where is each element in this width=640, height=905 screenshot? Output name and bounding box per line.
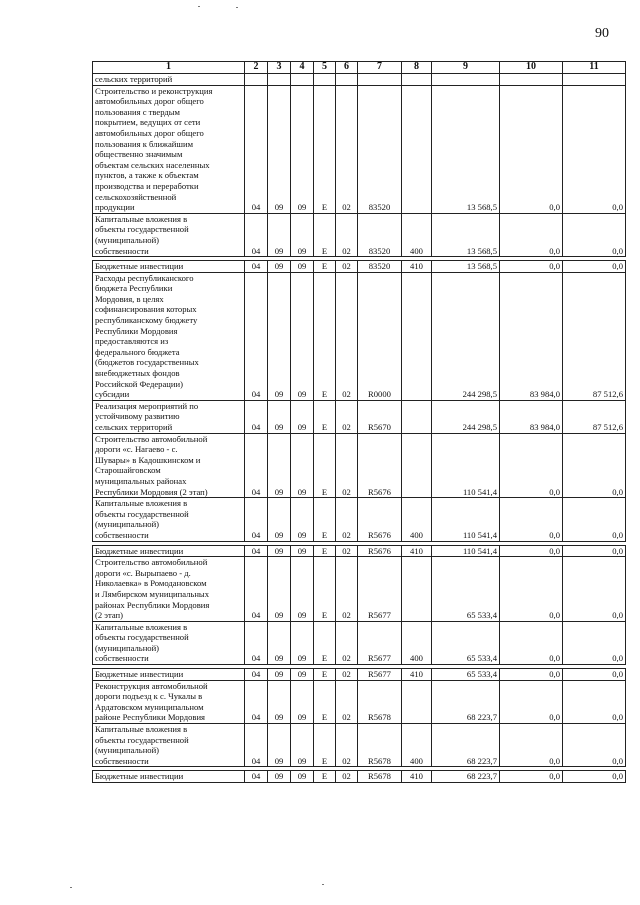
cell-col-7: 83520 <box>358 261 402 273</box>
cell-col-5: Е <box>314 272 336 400</box>
cell-col-3: 09 <box>268 433 291 498</box>
cell-col-6: 02 <box>336 498 358 541</box>
cell-col-5: Е <box>314 261 336 273</box>
cell-col-4: 09 <box>291 433 314 498</box>
cell-col-8 <box>402 74 432 86</box>
cell-col-3: 09 <box>268 498 291 541</box>
scan-speck <box>236 7 238 8</box>
cell-col-11: 0,0 <box>563 557 626 622</box>
row-name-cell: Бюджетные инвестиции <box>93 545 245 557</box>
table-row <box>93 400 626 433</box>
cell-col-5: Е <box>314 213 336 256</box>
cell-col-7 <box>358 74 402 86</box>
cell-col-4: 09 <box>291 724 314 767</box>
row-name-cell: Капитальные вложения в объекты государственной (муниципальной) собственности <box>93 724 245 767</box>
table-row <box>93 724 626 767</box>
cell-col-9: 13 568,5 <box>432 213 500 256</box>
cell-col-4 <box>291 74 314 86</box>
cell-col-4: 09 <box>291 680 314 723</box>
cell-col-5: Е <box>314 400 336 433</box>
table-row <box>93 621 626 664</box>
cell-col-9: 244 298,5 <box>432 400 500 433</box>
cell-col-5: Е <box>314 433 336 498</box>
cell-col-11: 0,0 <box>563 213 626 256</box>
cell-col-11: 0,0 <box>563 545 626 557</box>
row-name-cell: Капитальные вложения в объекты государственной (муниципальной) собственности <box>93 213 245 256</box>
cell-col-3: 09 <box>268 669 291 681</box>
cell-col-8: 400 <box>402 498 432 541</box>
cell-col-7: R5676 <box>358 498 402 541</box>
cell-col-7: R5678 <box>358 680 402 723</box>
cell-col-2 <box>245 74 268 86</box>
cell-col-8: 410 <box>402 545 432 557</box>
cell-col-11: 0,0 <box>563 724 626 767</box>
cell-col-10: 83 984,0 <box>500 272 563 400</box>
table-body <box>93 74 626 783</box>
row-name-cell: Бюджетные инвестиции <box>93 771 245 783</box>
cell-col-8: 410 <box>402 771 432 783</box>
column-header: 4 <box>291 62 314 74</box>
cell-col-8 <box>402 400 432 433</box>
column-header: 7 <box>358 62 402 74</box>
page-number: 90 <box>595 26 609 41</box>
cell-col-11: 0,0 <box>563 498 626 541</box>
cell-col-3 <box>268 74 291 86</box>
cell-col-6: 02 <box>336 724 358 767</box>
row-name-cell: Реализация мероприятий по устойчивому развитию сельских территорий <box>93 400 245 433</box>
cell-col-3: 09 <box>268 261 291 273</box>
column-header: 9 <box>432 62 500 74</box>
row-name-cell: Реконструкция автомобильной дороги подъезд к с. Чукалы в Ардатовском муниципальном районе Республики Мордовия <box>93 680 245 723</box>
cell-col-10: 0,0 <box>500 680 563 723</box>
cell-col-2: 04 <box>245 433 268 498</box>
cell-col-8 <box>402 85 432 213</box>
table-row <box>93 498 626 541</box>
table-row <box>93 272 626 400</box>
scan-speck <box>70 887 72 888</box>
cell-col-2: 04 <box>245 669 268 681</box>
table-row <box>93 557 626 622</box>
cell-col-5 <box>314 74 336 86</box>
row-name-cell: Строительство автомобильной дороги «с. Нагаево - с. Шувары» в Кадошкинском и Старошайговском муниципальных районах Республики Мордовия (2 этап) <box>93 433 245 498</box>
cell-col-9: 68 223,7 <box>432 724 500 767</box>
cell-col-9: 65 533,4 <box>432 557 500 622</box>
cell-col-9: 110 541,4 <box>432 545 500 557</box>
cell-col-7: R5678 <box>358 724 402 767</box>
cell-col-5: Е <box>314 557 336 622</box>
cell-col-7: R5676 <box>358 545 402 557</box>
column-header: 11 <box>563 62 626 74</box>
cell-col-8: 400 <box>402 724 432 767</box>
cell-col-9: 244 298,5 <box>432 272 500 400</box>
cell-col-10: 0,0 <box>500 213 563 256</box>
cell-col-9: 68 223,7 <box>432 771 500 783</box>
row-name-cell: Строительство и реконструкция автомобильных дорог общего пользования с твердым покрытием, ведущих от сети автомобильных дорог общего пользования к ближайшим общественно значимым объектам сельских населенных пунктов, а также к объектам производства и переработки сельскохозяйственной продукции <box>93 85 245 213</box>
cell-col-3: 09 <box>268 680 291 723</box>
cell-col-3: 09 <box>268 272 291 400</box>
cell-col-8: 410 <box>402 261 432 273</box>
cell-col-6: 02 <box>336 621 358 664</box>
cell-col-3: 09 <box>268 621 291 664</box>
cell-col-2: 04 <box>245 213 268 256</box>
cell-col-5: Е <box>314 621 336 664</box>
scan-speck <box>322 884 324 885</box>
cell-col-6: 02 <box>336 400 358 433</box>
cell-col-9: 13 568,5 <box>432 261 500 273</box>
cell-col-6: 02 <box>336 545 358 557</box>
cell-col-6: 02 <box>336 680 358 723</box>
cell-col-9 <box>432 74 500 86</box>
cell-col-3: 09 <box>268 85 291 213</box>
cell-col-9: 110 541,4 <box>432 433 500 498</box>
cell-col-6: 02 <box>336 557 358 622</box>
cell-col-11: 0,0 <box>563 85 626 213</box>
cell-col-10: 0,0 <box>500 621 563 664</box>
row-name-cell: сельских территорий <box>93 74 245 86</box>
cell-col-5: Е <box>314 771 336 783</box>
cell-col-4: 09 <box>291 272 314 400</box>
cell-col-10: 0,0 <box>500 557 563 622</box>
table-row <box>93 74 626 86</box>
table-row <box>93 545 626 557</box>
cell-col-8 <box>402 557 432 622</box>
cell-col-3: 09 <box>268 545 291 557</box>
cell-col-2: 04 <box>245 498 268 541</box>
cell-col-11: 87 512,6 <box>563 272 626 400</box>
cell-col-10: 0,0 <box>500 433 563 498</box>
cell-col-4: 09 <box>291 545 314 557</box>
cell-col-7: R5676 <box>358 433 402 498</box>
cell-col-10: 0,0 <box>500 498 563 541</box>
cell-col-11: 0,0 <box>563 261 626 273</box>
cell-col-6: 02 <box>336 85 358 213</box>
cell-col-4: 09 <box>291 557 314 622</box>
column-header: 10 <box>500 62 563 74</box>
cell-col-10 <box>500 74 563 86</box>
cell-col-6: 02 <box>336 771 358 783</box>
row-name-cell: Бюджетные инвестиции <box>93 261 245 273</box>
cell-col-2: 04 <box>245 724 268 767</box>
cell-col-5: Е <box>314 85 336 213</box>
row-name-cell: Строительство автомобильной дороги «с. Вырыпаево - д. Николаевка» в Ромодановском и Лямбирском муниципальных районах Республики Мордовия (2 этап) <box>93 557 245 622</box>
cell-col-6 <box>336 74 358 86</box>
cell-col-2: 04 <box>245 85 268 213</box>
cell-col-2: 04 <box>245 557 268 622</box>
cell-col-2: 04 <box>245 771 268 783</box>
cell-col-4: 09 <box>291 498 314 541</box>
cell-col-7: R5677 <box>358 621 402 664</box>
cell-col-4: 09 <box>291 85 314 213</box>
cell-col-6: 02 <box>336 213 358 256</box>
table-row <box>93 433 626 498</box>
cell-col-6: 02 <box>336 433 358 498</box>
cell-col-8 <box>402 433 432 498</box>
column-header: 8 <box>402 62 432 74</box>
row-name-cell: Капитальные вложения в объекты государственной (муниципальной) собственности <box>93 498 245 541</box>
cell-col-11: 0,0 <box>563 669 626 681</box>
cell-col-9: 68 223,7 <box>432 680 500 723</box>
cell-col-9: 65 533,4 <box>432 621 500 664</box>
cell-col-2: 04 <box>245 545 268 557</box>
cell-col-9: 65 533,4 <box>432 669 500 681</box>
cell-col-4: 09 <box>291 669 314 681</box>
table-row <box>93 213 626 256</box>
column-header: 3 <box>268 62 291 74</box>
table-row <box>93 680 626 723</box>
cell-col-6: 02 <box>336 272 358 400</box>
cell-col-10: 0,0 <box>500 85 563 213</box>
cell-col-8: 400 <box>402 213 432 256</box>
column-header: 1 <box>93 62 245 74</box>
cell-col-8 <box>402 272 432 400</box>
cell-col-3: 09 <box>268 213 291 256</box>
row-name-cell: Расходы республиканского бюджета Республики Мордовия, в целях софинансирования которых республиканскому бюджету Республики Мордовия предоставляются из федерального бюджета (бюджетов государственных внебюджетных фондов Российской Федерации) субсидии <box>93 272 245 400</box>
cell-col-8: 410 <box>402 669 432 681</box>
cell-col-7: R5678 <box>358 771 402 783</box>
cell-col-5: Е <box>314 545 336 557</box>
cell-col-7: R5677 <box>358 669 402 681</box>
cell-col-6: 02 <box>336 669 358 681</box>
cell-col-7: R5670 <box>358 400 402 433</box>
cell-col-8 <box>402 680 432 723</box>
cell-col-2: 04 <box>245 272 268 400</box>
cell-col-4: 09 <box>291 261 314 273</box>
row-name-cell: Бюджетные инвестиции <box>93 669 245 681</box>
column-header: 5 <box>314 62 336 74</box>
cell-col-7: R0000 <box>358 272 402 400</box>
cell-col-7: 83520 <box>358 213 402 256</box>
cell-col-3: 09 <box>268 771 291 783</box>
cell-col-4: 09 <box>291 621 314 664</box>
cell-col-3: 09 <box>268 557 291 622</box>
cell-col-2: 04 <box>245 400 268 433</box>
column-header: 2 <box>245 62 268 74</box>
cell-col-2: 04 <box>245 261 268 273</box>
cell-col-11: 0,0 <box>563 771 626 783</box>
row-name-cell: Капитальные вложения в объекты государственной (муниципальной) собственности <box>93 621 245 664</box>
cell-col-11 <box>563 74 626 86</box>
cell-col-9: 110 541,4 <box>432 498 500 541</box>
cell-col-8: 400 <box>402 621 432 664</box>
cell-col-5: Е <box>314 498 336 541</box>
cell-col-10: 0,0 <box>500 669 563 681</box>
cell-col-10: 0,0 <box>500 724 563 767</box>
cell-col-7: 83520 <box>358 85 402 213</box>
cell-col-6: 02 <box>336 261 358 273</box>
column-header: 6 <box>336 62 358 74</box>
table-row <box>93 669 626 681</box>
cell-col-11: 87 512,6 <box>563 400 626 433</box>
cell-col-10: 83 984,0 <box>500 400 563 433</box>
cell-col-3: 09 <box>268 724 291 767</box>
table-row <box>93 85 626 213</box>
header-row <box>93 62 626 74</box>
cell-col-4: 09 <box>291 213 314 256</box>
cell-col-5: Е <box>314 680 336 723</box>
cell-col-2: 04 <box>245 621 268 664</box>
cell-col-11: 0,0 <box>563 433 626 498</box>
cell-col-11: 0,0 <box>563 621 626 664</box>
cell-col-11: 0,0 <box>563 680 626 723</box>
budget-table <box>92 61 626 783</box>
cell-col-4: 09 <box>291 400 314 433</box>
cell-col-7: R5677 <box>358 557 402 622</box>
scan-speck <box>198 6 200 7</box>
cell-col-4: 09 <box>291 771 314 783</box>
cell-col-9: 13 568,5 <box>432 85 500 213</box>
cell-col-2: 04 <box>245 680 268 723</box>
cell-col-10: 0,0 <box>500 261 563 273</box>
cell-col-10: 0,0 <box>500 545 563 557</box>
cell-col-5: Е <box>314 724 336 767</box>
cell-col-5: Е <box>314 669 336 681</box>
table-row <box>93 771 626 783</box>
cell-col-10: 0,0 <box>500 771 563 783</box>
table-row <box>93 261 626 273</box>
cell-col-3: 09 <box>268 400 291 433</box>
